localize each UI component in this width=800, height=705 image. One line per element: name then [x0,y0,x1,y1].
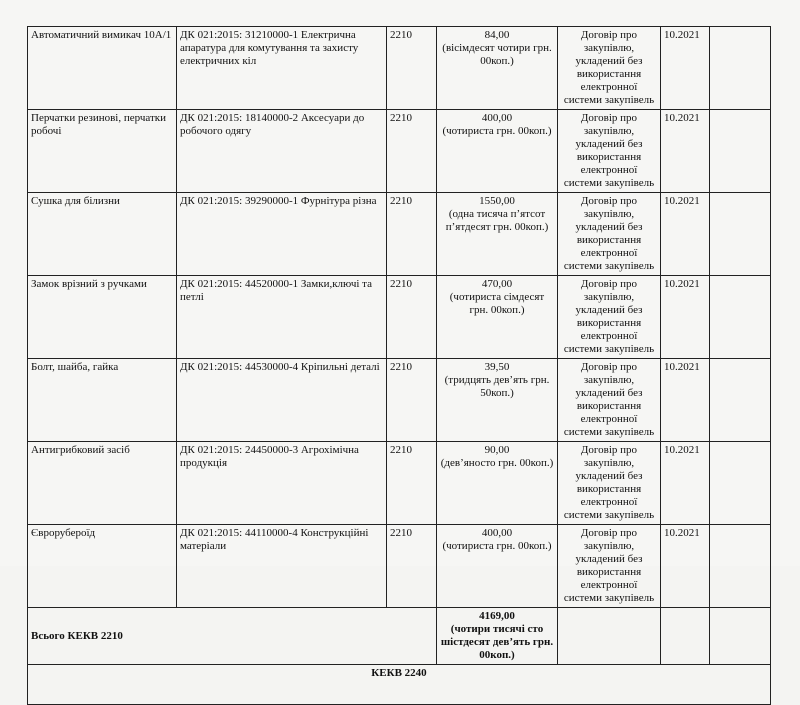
total-note-cell [710,608,771,665]
procedure-text: Договір про закупівлю, укладений без використання електронної системи закупівель [563,361,655,438]
procedure-text: Договір про закупівлю, укладений без використання електронної системи закупівель [563,195,655,272]
item-code: ДК 021:2015: 39290000-1 Фурнітура різна [180,195,377,207]
kekv-cell [387,27,437,110]
kekv-value: 2210 [390,361,412,373]
kekv-cell [387,193,437,276]
total-procedure-cell [558,608,661,665]
amount-value: 39,50 [484,361,510,373]
date-value: 10.2021 [664,444,700,456]
item-code: ДК 021:2015: 24450000-3 Агрохімічна продукція [180,444,359,469]
section-header-cell [28,665,771,705]
table-row [28,193,771,276]
date-cell [661,193,710,276]
amount-value: 470,00 [481,278,513,290]
procedure-text: Договір про закупівлю, укладений без використання електронної системи закупівель [563,278,655,355]
date-cell [661,27,710,110]
amount-cell [437,276,558,359]
date-cell [661,110,710,193]
date-cell [661,276,710,359]
item-name-cell [28,110,177,193]
procedure-text: Договір про закупівлю, укладений без використання електронної системи закупівель [563,29,655,106]
procurement-table [27,26,771,705]
kekv-value: 2210 [390,444,412,456]
total-amount-cell [437,608,558,665]
table-row [28,442,771,525]
table-row [28,525,771,608]
date-cell [661,359,710,442]
amount-value: 90,00 [484,444,510,456]
date-value: 10.2021 [664,112,700,124]
item-code-cell [177,27,387,110]
kekv-cell [387,442,437,525]
amount-words: (одна тисяча п’ятсот п’ятдесят грн. 00коп.) [445,208,549,233]
note-cell [710,110,771,193]
procedure-text: Договір про закупівлю, укладений без використання електронної системи закупівель [563,112,655,189]
item-name-cell [28,27,177,110]
item-name: Замок врізний з ручками [31,278,147,290]
amount-value: 84,00 [484,29,510,41]
amount-words: (тридцять дев’ять грн. 50коп.) [444,374,550,399]
kekv-value: 2210 [390,112,412,124]
item-code: ДК 021:2015: 44530000-4 Кріпильні деталі [180,361,380,373]
item-code-cell [177,110,387,193]
procedure-cell [558,276,661,359]
item-code-cell [177,359,387,442]
procedure-cell [558,442,661,525]
kekv-cell [387,525,437,608]
section-header-label: КЕКВ 2240 [371,667,427,679]
item-name-cell [28,276,177,359]
date-value: 10.2021 [664,527,700,539]
total-date-cell [661,608,710,665]
item-name-cell [28,442,177,525]
date-value: 10.2021 [664,29,700,41]
procedure-cell [558,110,661,193]
procedure-cell [558,27,661,110]
total-row [28,608,771,665]
total-amount-words: (чотири тисячі сто шістдесят дев’ять грн. 00коп.) [440,623,554,661]
table-body [28,27,771,705]
table-row [28,110,771,193]
table-row [28,27,771,110]
item-code: ДК 021:2015: 18140000-2 Аксесуари до робочого одягу [180,112,365,137]
amount-cell [437,27,558,110]
amount-cell [437,525,558,608]
kekv-cell [387,276,437,359]
item-name: Болт, шайба, гайка [31,361,119,373]
date-value: 10.2021 [664,361,700,373]
kekv-cell [387,359,437,442]
item-code: ДК 021:2015: 44110000-4 Конструкційні матеріали [180,527,369,552]
amount-cell [437,359,558,442]
date-value: 10.2021 [664,278,700,290]
item-code-cell [177,442,387,525]
item-name: Єврорубероїд [31,527,96,539]
kekv-value: 2210 [390,29,412,41]
amount-cell [437,110,558,193]
note-cell [710,359,771,442]
amount-cell [437,442,558,525]
procedure-cell [558,525,661,608]
procedure-text: Договір про закупівлю, укладений без використання електронної системи закупівель [563,444,655,521]
procedure-cell [558,359,661,442]
note-cell [710,442,771,525]
item-code-cell [177,193,387,276]
kekv-cell [387,110,437,193]
date-cell [661,525,710,608]
date-value: 10.2021 [664,195,700,207]
amount-words: (дев’яносто грн. 00коп.) [440,457,554,469]
item-name-cell [28,525,177,608]
note-cell [710,525,771,608]
total-amount: 4169,00 [479,610,515,622]
item-name: Автоматичний вимикач 10А/1 [31,29,172,41]
note-cell [710,27,771,110]
total-label-cell [28,608,437,665]
section-header-row [28,665,771,705]
total-label: Всього КЕКВ 2210 [31,629,123,642]
amount-words: (чотириста грн. 00коп.) [442,540,552,552]
kekv-value: 2210 [390,195,412,207]
item-name-cell [28,193,177,276]
amount-words: (чотириста грн. 00коп.) [442,125,552,137]
amount-words: (чотириста сімдесят грн. 00коп.) [449,291,545,316]
amount-words: (вісімдесят чотири грн. 00коп.) [442,42,552,67]
procedure-cell [558,193,661,276]
kekv-value: 2210 [390,278,412,290]
item-code-cell [177,276,387,359]
table-row [28,359,771,442]
item-name: Сушка для білизни [31,195,120,207]
date-cell [661,442,710,525]
item-name-cell [28,359,177,442]
note-cell [710,193,771,276]
table-row [28,276,771,359]
item-code-cell [177,525,387,608]
item-code: ДК 021:2015: 44520000-1 Замки,ключі та петлі [180,278,372,303]
kekv-value: 2210 [390,527,412,539]
item-name: Перчатки резинові, перчатки робочі [31,112,167,137]
item-code: ДК 021:2015: 31210000-1 Електрична апаратура для комутування та захисту електричних кіл [180,29,359,67]
note-cell [710,276,771,359]
procedure-text: Договір про закупівлю, укладений без використання електронної системи закупівель [563,527,655,604]
amount-value: 400,00 [481,112,513,124]
amount-cell [437,193,558,276]
amount-value: 1550,00 [479,195,515,207]
amount-value: 400,00 [481,527,513,539]
item-name: Антигрибковий засіб [31,444,130,456]
